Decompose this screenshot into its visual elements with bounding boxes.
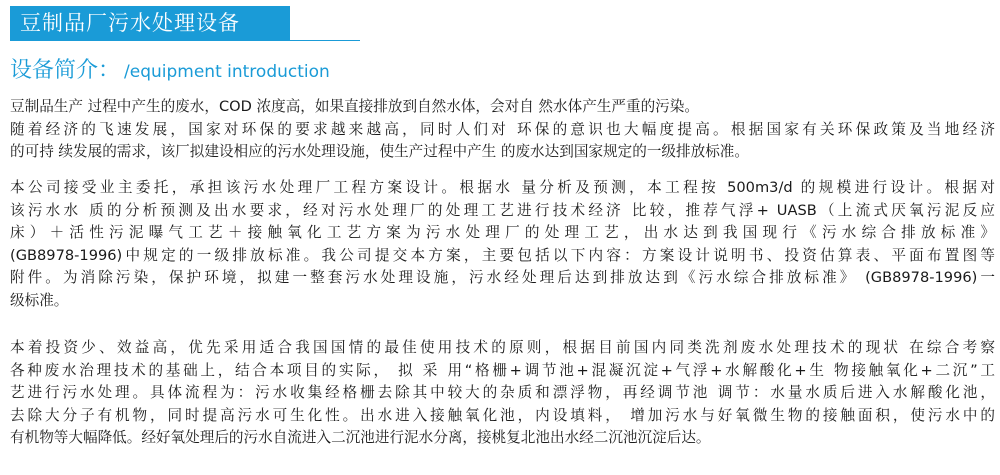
subtitle (10, 56, 330, 86)
subtitle-en: /equipment introduction (124, 62, 330, 82)
paragraph-design (10, 177, 995, 312)
subtitle-cn: 设备简介： (10, 58, 121, 83)
text-line: 床）＋活性污泥曝气工艺＋接触氧化工艺方案为污水处理厂的处理工艺，出水达到我国现行《污水综合排放标准》 (10, 224, 995, 241)
text-line: 的可持 续发展的需求，该厂拟建设相应的污水处理设施，使生产过程中产生 的废水达到国家规定的一级排放标准。 (10, 143, 749, 160)
text-line: 附件。为消除污染，保护环境，拟建一整套污水处理设施，污水经处理后达到排放达到《污水综合排放标准》 (GB8978-1996)一 (10, 269, 995, 286)
text-line: 豆制品生产 过程中产生的废水，COD 浓度高，如果直接排放到自然水体，会对自 然水体产生严重的污染。 (10, 98, 699, 115)
title-underline (10, 40, 360, 41)
text-line: 去除大分子有机物，同时提高污水可生化性。出水进入接触氧化池，内设填料， 增加污水与好氧微生物的接触面积，使污水中的 (10, 406, 995, 424)
paragraph-intro (10, 96, 995, 164)
text-line: 有机物等大幅降低。经好氧处理后的污水自流进入二沉池进行泥水分离，接桃复北池出水经二沉池沉淀后达。 (10, 429, 711, 446)
section-title: 豆制品厂污水处理设备 (10, 6, 290, 40)
text-line: 各种废水治理技术的基础上，结合本项目的实际， 拟 采 用“格栅+调节池+混凝沉淀+气浮+水解酸化+生 物接触氧化+二沉”工 (10, 361, 995, 379)
text-line: (GB8978-1996)中规定的一级排放标准。我公司提交本方案，主要包括以下内容：方案设计说明书、投资估算表、平面布置图等 (10, 246, 995, 264)
paragraph-process (10, 337, 995, 450)
text-line: 艺进行污水处理。具体流程为：污水收集经格栅去除其中较大的杂质和漂浮物，再经调节池 调节：水量水质后进入水解酸化池， (10, 384, 995, 401)
text-line: 随着经济的飞速发展，国家对环保的要求越来越高，同时人们对 环保的意识也大幅度提高。根据国家有关环保政策及当地经济 (10, 120, 995, 138)
text-line: 级标准。 (10, 291, 69, 309)
text-line: 本着投资少、效益高，优先采用适合我国国情的最佳使用技术的原则，根据目前国内同类洗剂废水处理技术的现状 在综合考察 (10, 339, 995, 356)
text-line: 该污水水 质的分析预测及出水要求，经对污水处理厂的处理工艺进行技术经济 比较，推荐气浮+ UASB（上流式厌氧污泥反应 (10, 201, 995, 219)
text-line: 本公司接受业主委托，承担该污水处理厂工程方案设计。根据水 量分析及预测，本工程按 500m3/d 的规模进行设计。根据对 (10, 179, 995, 196)
